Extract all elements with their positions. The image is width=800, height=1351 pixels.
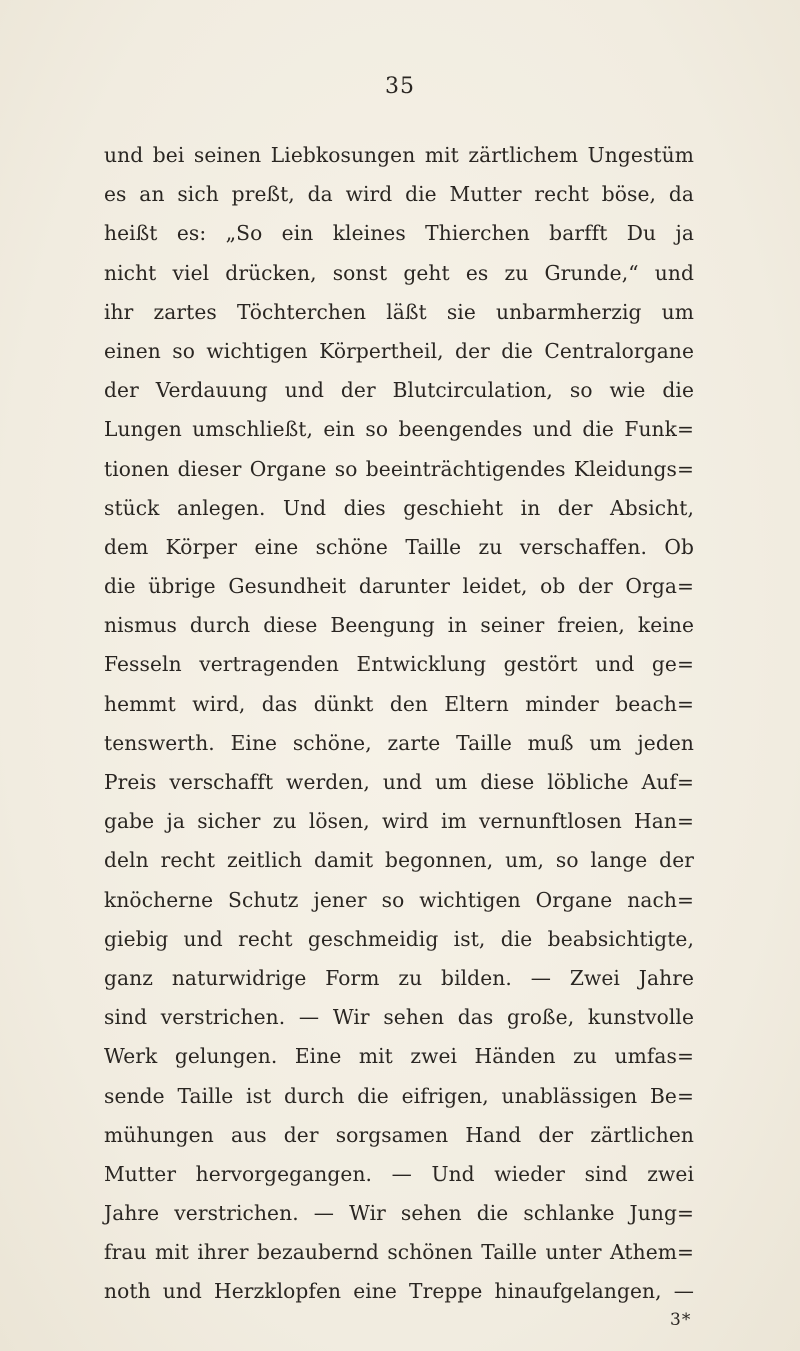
text-line: giebig und recht geschmeidig ist, die beabsichtigte, <box>104 926 694 951</box>
text-line: Jahre verstrichen. — Wir sehen die schlanke Jung= <box>104 1201 694 1226</box>
text-line: Mutter hervorgegangen. — Und wieder sind zwei <box>104 1161 694 1186</box>
text-line: Werk gelungen. Eine mit zwei Händen zu umfas= <box>104 1044 694 1069</box>
text-line: nicht viel drücken, sonst geht es zu Grunde,“ und <box>104 260 694 285</box>
text-line: nismus durch diese Beengung in seiner freien, keine <box>104 613 694 638</box>
text-line: und bei seinen Liebkosungen mit zärtlichem Ungestüm <box>104 143 694 167</box>
text-line: deln recht zeitlich damit begonnen, um, so lange der <box>104 848 694 873</box>
text-line: hemmt wird, das dünkt den Eltern minder beach= <box>104 691 694 716</box>
text-line: knöcherne Schutz jener so wichtigen Organe nach= <box>104 887 694 912</box>
text-line: stück anlegen. Und dies geschieht in der Absicht, <box>104 495 694 520</box>
text-line: der Verdauung und der Blutcirculation, so wie die <box>104 378 694 403</box>
text-line: dem Körper eine schöne Taille zu verschaffen. Ob <box>104 534 694 559</box>
text-line: die übrige Gesundheit darunter leidet, ob der Orga= <box>104 574 694 599</box>
text-line: ihr zartes Töchterchen läßt sie unbarmherzig um <box>104 299 694 324</box>
text-line: Fesseln vertragenden Entwicklung gestört und ge= <box>104 652 694 677</box>
text-line: ganz naturwidrige Form zu bilden. — Zwei Jahre <box>104 965 694 990</box>
body-text <box>104 136 694 1312</box>
text-line: noth und Herzklopfen eine Treppe hinaufgelangen, — <box>104 1279 694 1304</box>
text-line: gabe ja sicher zu lösen, wird im vernunftlosen Han= <box>104 809 694 834</box>
text-line: mühungen aus der sorgsamen Hand der zärtlichen <box>104 1122 694 1147</box>
text-line: sende Taille ist durch die eifrigen, unablässigen Be= <box>104 1083 694 1108</box>
page-number: 35 <box>385 74 415 99</box>
text-line: es an sich preßt, da wird die Mutter recht böse, da <box>104 182 694 207</box>
text-line: Lungen umschließt, ein so beengendes und die Funk= <box>104 417 694 442</box>
text-line: tionen dieser Organe so beeinträchtigendes Kleidungs= <box>104 456 694 481</box>
text-line: Preis verschafft werden, und um diese löbliche Auf= <box>104 770 694 794</box>
text-line: sind verstrichen. — Wir sehen das große, kunstvolle <box>104 1005 694 1030</box>
text-line: heißt es: „So ein kleines Thierchen barfft Du ja <box>104 221 694 246</box>
text-line: tenswerth. Eine schöne, zarte Taille muß um jeden <box>104 730 694 755</box>
text-line: frau mit ihrer bezaubernd schönen Taille unter Athem= <box>104 1240 694 1265</box>
signature-mark: 3* <box>670 1310 692 1330</box>
text-line: einen so wichtigen Körpertheil, der die Centralorgane <box>104 338 694 363</box>
